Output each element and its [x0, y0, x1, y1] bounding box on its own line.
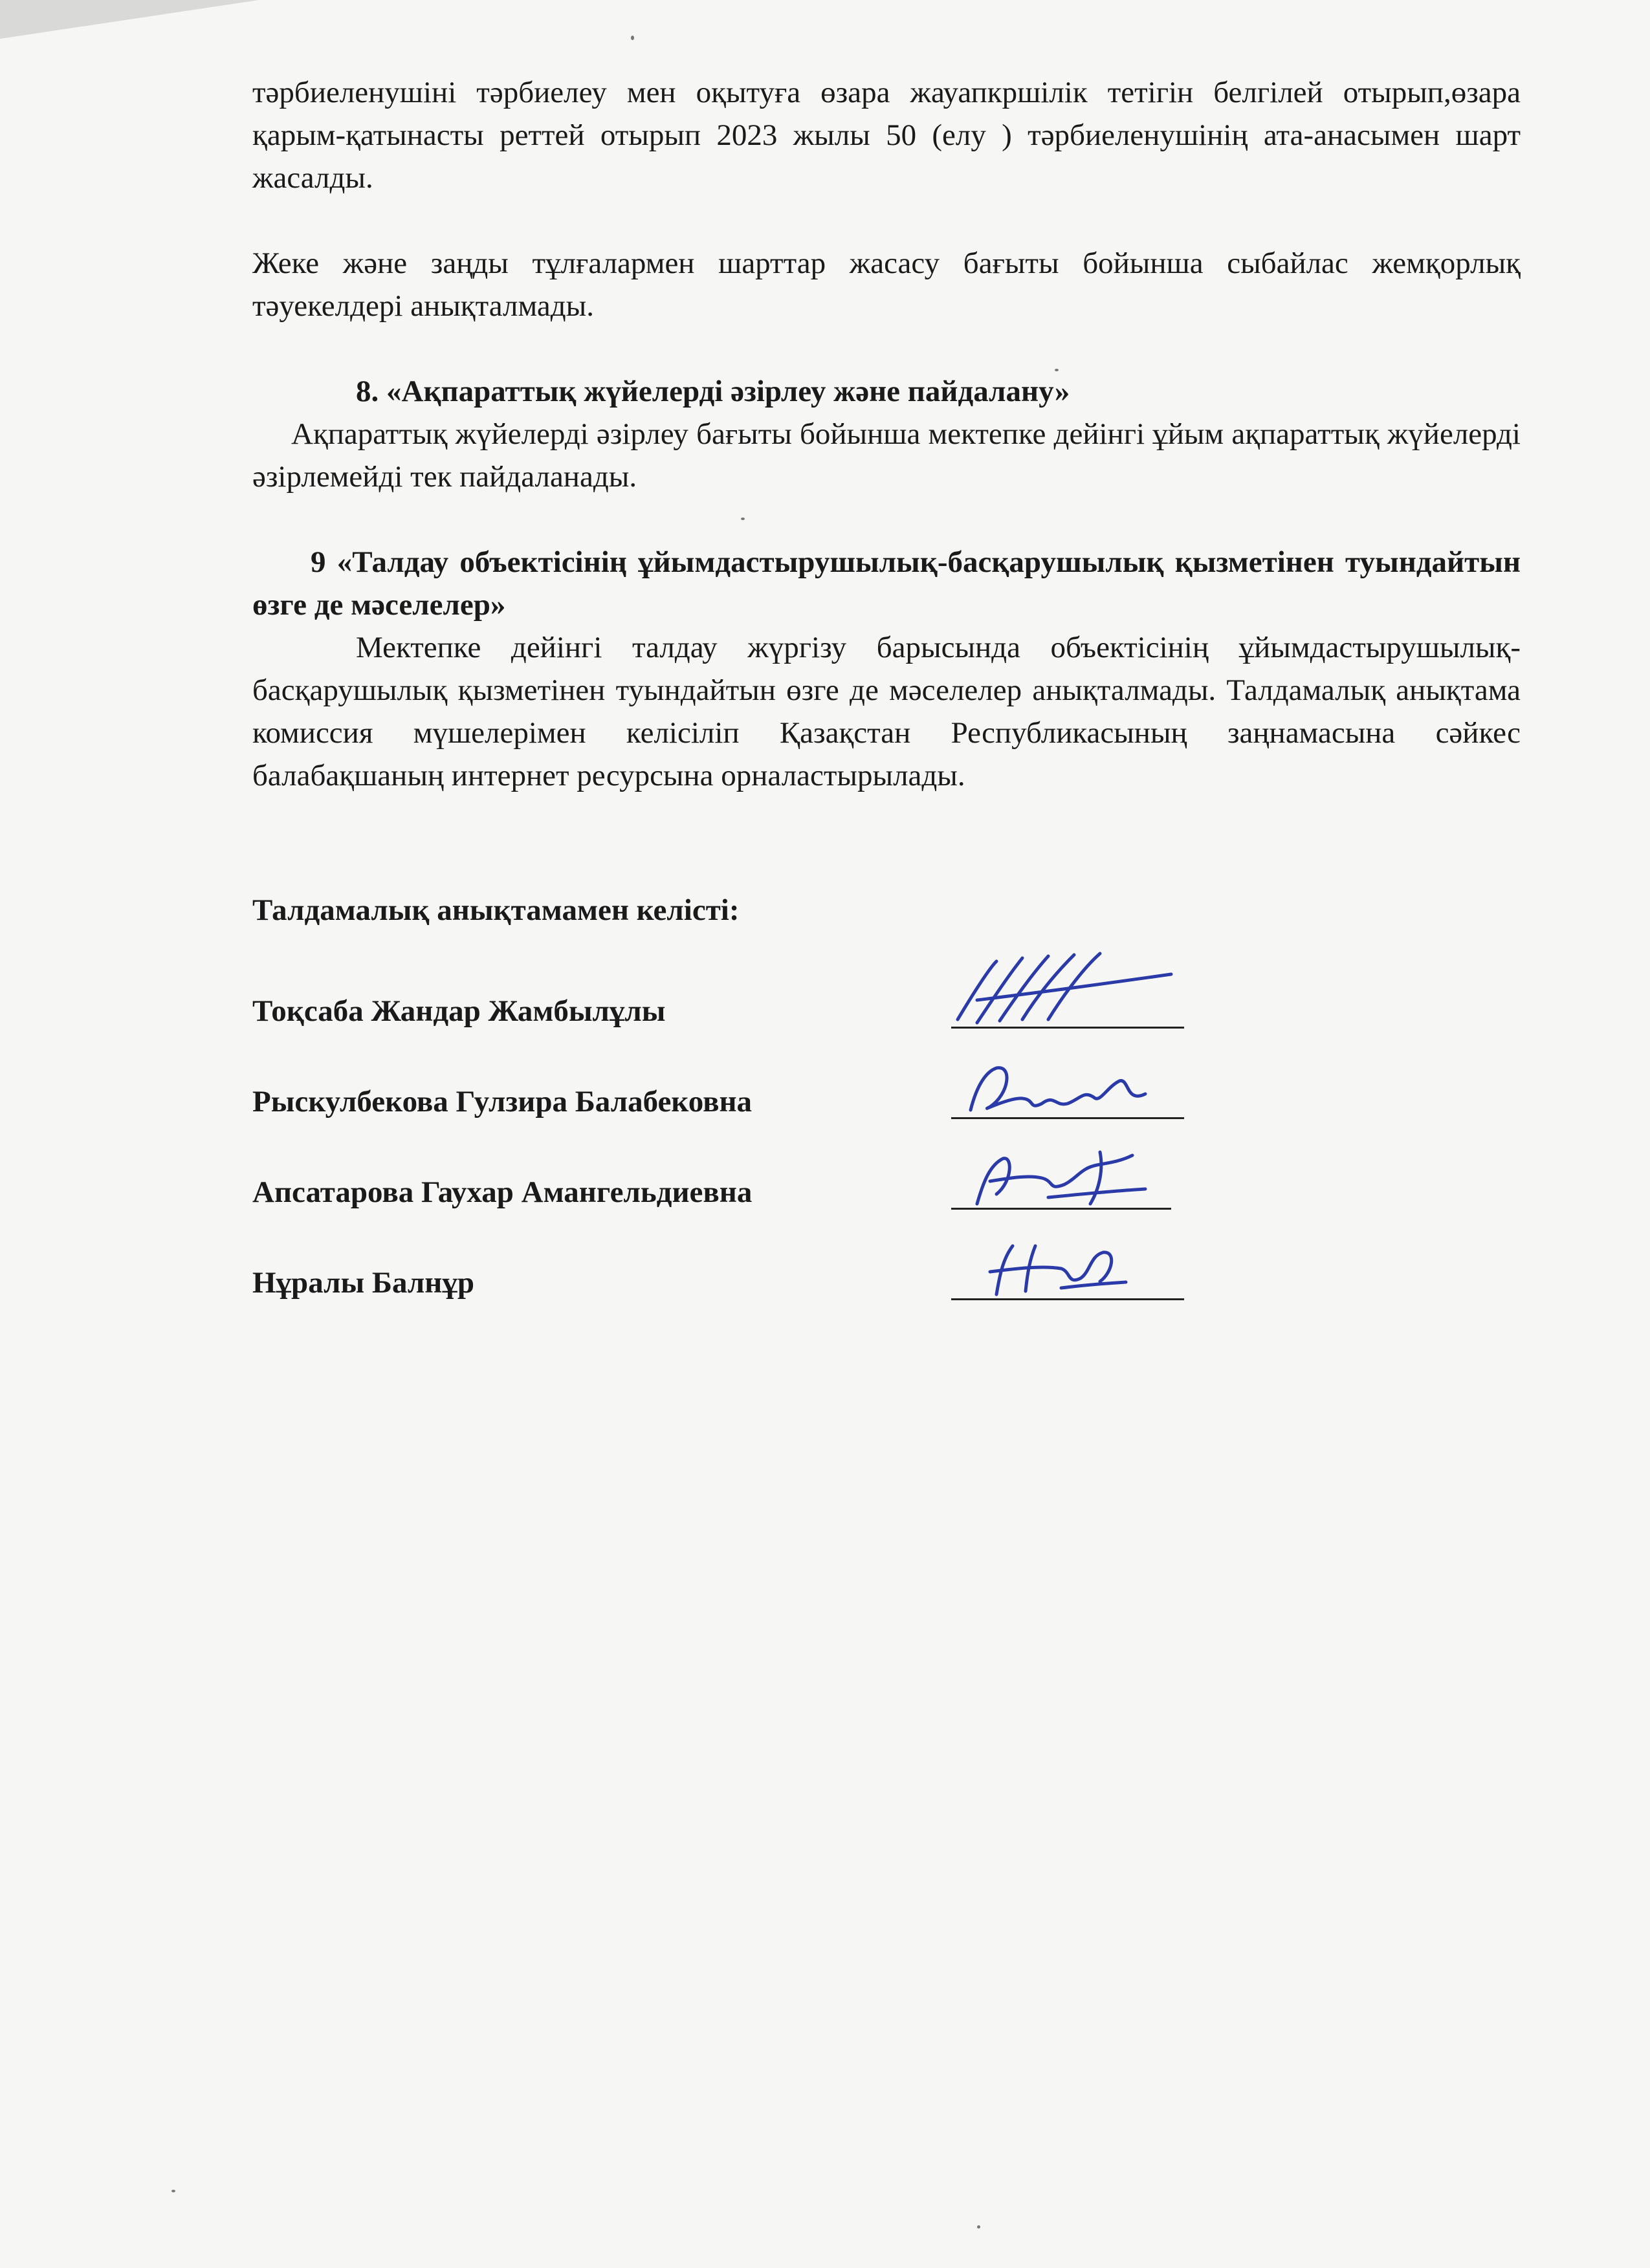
signature-row	[252, 1054, 1521, 1132]
signatory-name: Рыскулбекова Гулзира Балабековна	[252, 1085, 753, 1118]
handwritten-signature	[951, 1233, 1184, 1304]
signature-line	[951, 1298, 1184, 1300]
scan-speck	[1055, 369, 1059, 371]
signature-block-title: Талдамалық анықтамамен келісті:	[252, 893, 740, 927]
signatory-name: Нұралы Балнұр	[252, 1266, 474, 1300]
handwritten-signature	[951, 1142, 1184, 1214]
signature-row	[252, 1145, 1521, 1223]
paragraph-contracts: тәрбиеленушіні тәрбиелеу мен оқытуға өзара жауапкршілік тетігін белгілей отырып,өзара қарым-қатынасты реттей отырып 2023 жылы 50 (елу ) тәрбиеленушінің ата-анасымен шарт жасалды.	[252, 76, 1521, 195]
scan-speck	[977, 2225, 980, 2229]
section-heading-9: 9 «Талдау объектісінің ұйымдастырушылық-басқарушылық қызметінен туындайтын өзге де мәселелер»	[252, 545, 1521, 622]
signature-row	[252, 1236, 1521, 1313]
folded-corner	[0, 0, 259, 39]
handwritten-signature	[951, 1058, 1184, 1123]
scan-speck	[741, 518, 745, 520]
document-body	[252, 71, 1521, 797]
signature-line	[951, 1027, 1184, 1029]
paragraph-information-systems: Ақпараттық жүйелерді әзірлеу бағыты бойынша мектепке дейінгі ұйым ақпараттық жүйелерді әзірлемейді тек пайдаланады.	[252, 417, 1521, 494]
signature-row	[252, 964, 1521, 1041]
signature-line	[951, 1117, 1184, 1119]
handwritten-signature	[951, 948, 1184, 1032]
scan-speck	[631, 36, 634, 40]
signature-line	[951, 1208, 1171, 1210]
paragraph-corruption-risks: Жеке және заңды тұлғалармен шарттар жасасу бағыты бойынша сыбайлас жемқорлық тәуекелдері анықталмады.	[252, 246, 1521, 323]
scan-speck	[171, 2190, 175, 2192]
paragraph-other-issues: Мектепке дейінгі талдау жүргізу барысында объектісінің ұйымдастырушылық-басқарушылық қызметінен туындайтын өзге де мәселелер анықталмады. Талдамалық анықтама комиссия мүшелерімен келісіліп Қазақстан Республикасының заңнамасына сәйкес балабақшаның интернет ресурсына орналастырылады.	[252, 631, 1521, 792]
section-heading-8: 8. «Ақпараттық жүйелерді әзірлеу және пайдалану»	[356, 375, 1070, 408]
signatory-name: Тоқсаба Жандар Жамбылұлы	[252, 994, 666, 1028]
signatory-name: Апсатарова Гаухар Амангельдиевна	[252, 1175, 753, 1209]
